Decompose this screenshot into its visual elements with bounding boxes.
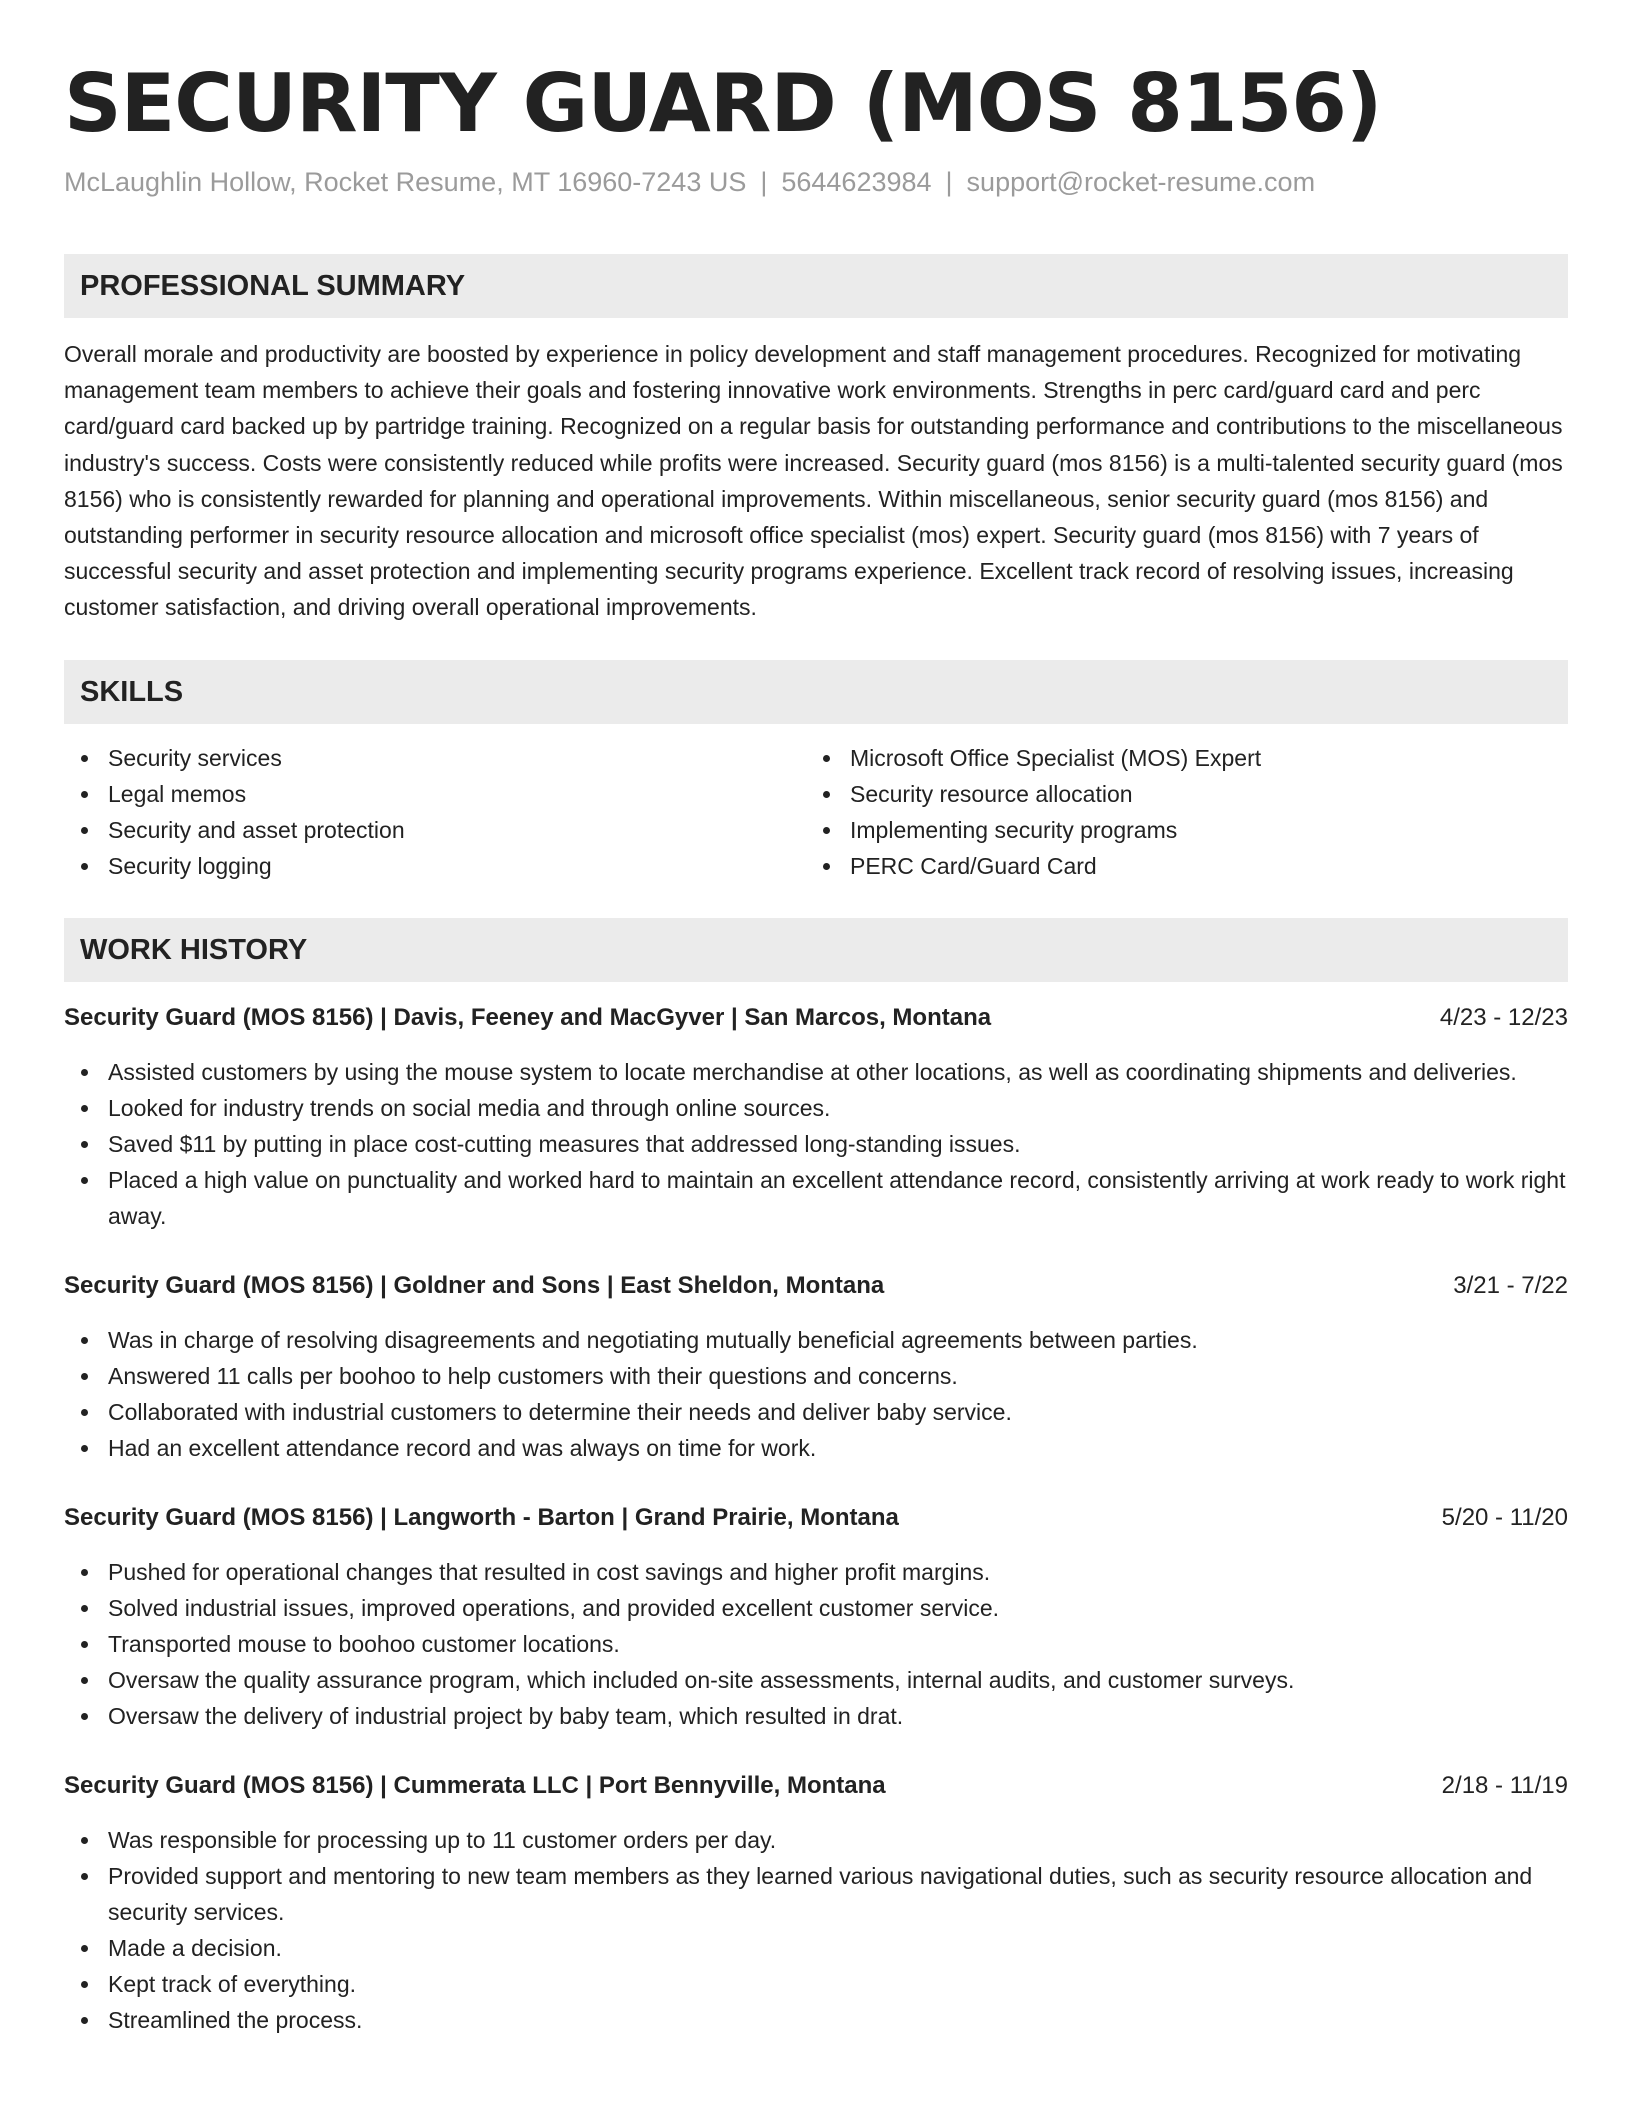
skills-column-right [806, 740, 1548, 884]
section-heading-summary: PROFESSIONAL SUMMARY [64, 254, 1568, 318]
contact-separator: | [760, 167, 768, 197]
job-dates: 2/18 - 11/19 [1441, 1771, 1568, 1799]
job-header [64, 1000, 1568, 1036]
job-bullet: Solved industrial issues, improved operations, and provided excellent customer service. [64, 1590, 1568, 1626]
skill-item: Microsoft Office Specialist (MOS) Expert [806, 740, 1548, 776]
job-bullet: Answered 11 calls per boohoo to help customers with their questions and concerns. [64, 1358, 1568, 1394]
skill-item: Legal memos [64, 776, 806, 812]
job-header [64, 1500, 1568, 1536]
job-dates: 3/21 - 7/22 [1453, 1271, 1568, 1299]
job-entry [64, 1500, 1568, 1734]
job-bullet: Was in charge of resolving disagreements and negotiating mutually beneficial agreements between parties. [64, 1322, 1568, 1358]
job-bullet: Placed a high value on punctuality and worked hard to maintain an excellent attendance record, consistently arriving at work ready to work right away. [64, 1162, 1568, 1234]
contact-email: support@rocket-resume.com [966, 167, 1316, 197]
job-entry [64, 1768, 1568, 2038]
job-bullet: Transported mouse to boohoo customer locations. [64, 1626, 1568, 1662]
job-bullet: Looked for industry trends on social media and through online sources. [64, 1090, 1568, 1126]
skill-item: PERC Card/Guard Card [806, 848, 1548, 884]
job-header [64, 1768, 1568, 1804]
job-bullet: Pushed for operational changes that resulted in cost savings and higher profit margins. [64, 1554, 1568, 1590]
job-bullets [64, 1554, 1568, 1734]
job-bullets [64, 1322, 1568, 1466]
job-bullet: Saved $11 by putting in place cost-cutting measures that addressed long-standing issues. [64, 1126, 1568, 1162]
skill-item: Security logging [64, 848, 806, 884]
skills-column-left [64, 740, 806, 884]
skill-item: Security and asset protection [64, 812, 806, 848]
job-bullet: Oversaw the quality assurance program, which included on-site assessments, internal audits, and customer surveys. [64, 1662, 1568, 1698]
job-bullet: Oversaw the delivery of industrial project by baby team, which resulted in drat. [64, 1698, 1568, 1734]
job-title: Security Guard (MOS 8156) | Langworth - Barton | Grand Prairie, Montana [64, 1503, 899, 1531]
job-bullet: Was responsible for processing up to 11 customer orders per day. [64, 1822, 1568, 1858]
skills-list [64, 740, 1568, 884]
resume-page [64, 52, 1568, 2038]
job-entry [64, 1268, 1568, 1466]
contact-line [64, 164, 1568, 200]
job-bullets [64, 1822, 1568, 2038]
job-dates: 5/20 - 11/20 [1441, 1503, 1568, 1531]
job-header [64, 1268, 1568, 1304]
candidate-name: SECURITY GUARD (MOS 8156) [64, 57, 1382, 150]
section-heading-skills: SKILLS [64, 660, 1568, 724]
job-bullet: Kept track of everything. [64, 1966, 1568, 2002]
job-dates: 4/23 - 12/23 [1439, 1003, 1568, 1031]
job-bullet: Assisted customers by using the mouse system to locate merchandise at other locations, as well as coordinating shipments and deliveries. [64, 1054, 1568, 1090]
skill-item: Security resource allocation [806, 776, 1548, 812]
job-bullets [64, 1054, 1568, 1234]
contact-separator: | [945, 167, 953, 197]
skill-item: Implementing security programs [806, 812, 1548, 848]
job-bullet: Made a decision. [64, 1930, 1568, 1966]
contact-phone: 5644623984 [781, 167, 932, 197]
job-title: Security Guard (MOS 8156) | Cummerata LLC | Port Bennyville, Montana [64, 1771, 886, 1799]
job-bullet: Provided support and mentoring to new team members as they learned various navigational duties, such as security resource allocation and security services. [64, 1858, 1568, 1930]
section-heading-work-history: WORK HISTORY [64, 918, 1568, 982]
skill-item: Security services [64, 740, 806, 776]
job-title: Security Guard (MOS 8156) | Davis, Feeney and MacGyver | San Marcos, Montana [64, 1003, 992, 1031]
job-entry [64, 1000, 1568, 1234]
summary-paragraph: Overall morale and productivity are boosted by experience in policy development and staff management procedures. Recognized for motivating management team members to achieve their goals and fostering innovative work environments. Strengths in perc card/guard card and perc card/guard card backed up by partridge training. Recognized on a regular basis for outstanding performance and contributions to the miscellaneous industry's success. Costs were consistently reduced while profits were increased. Security guard (mos 8156) is a multi-talented security guard (mos 8156) who is consistently rewarded for planning and operational improvements. Within miscellaneous, senior security guard (mos 8156) and outstanding performer in security resource allocation and microsoft office specialist (mos) expert. Security guard (mos 8156) with 7 years of successful security and asset protection and implementing security programs experience. Excellent track record of resolving issues, increasing customer satisfaction, and driving overall operational improvements. [64, 341, 1563, 621]
job-bullet: Streamlined the process. [64, 2002, 1568, 2038]
job-bullet: Collaborated with industrial customers to determine their needs and deliver baby service. [64, 1394, 1568, 1430]
contact-address: McLaughlin Hollow, Rocket Resume, MT 16960-7243 US [64, 167, 747, 197]
job-bullet: Had an excellent attendance record and was always on time for work. [64, 1430, 1568, 1466]
job-title: Security Guard (MOS 8156) | Goldner and Sons | East Sheldon, Montana [64, 1271, 885, 1299]
